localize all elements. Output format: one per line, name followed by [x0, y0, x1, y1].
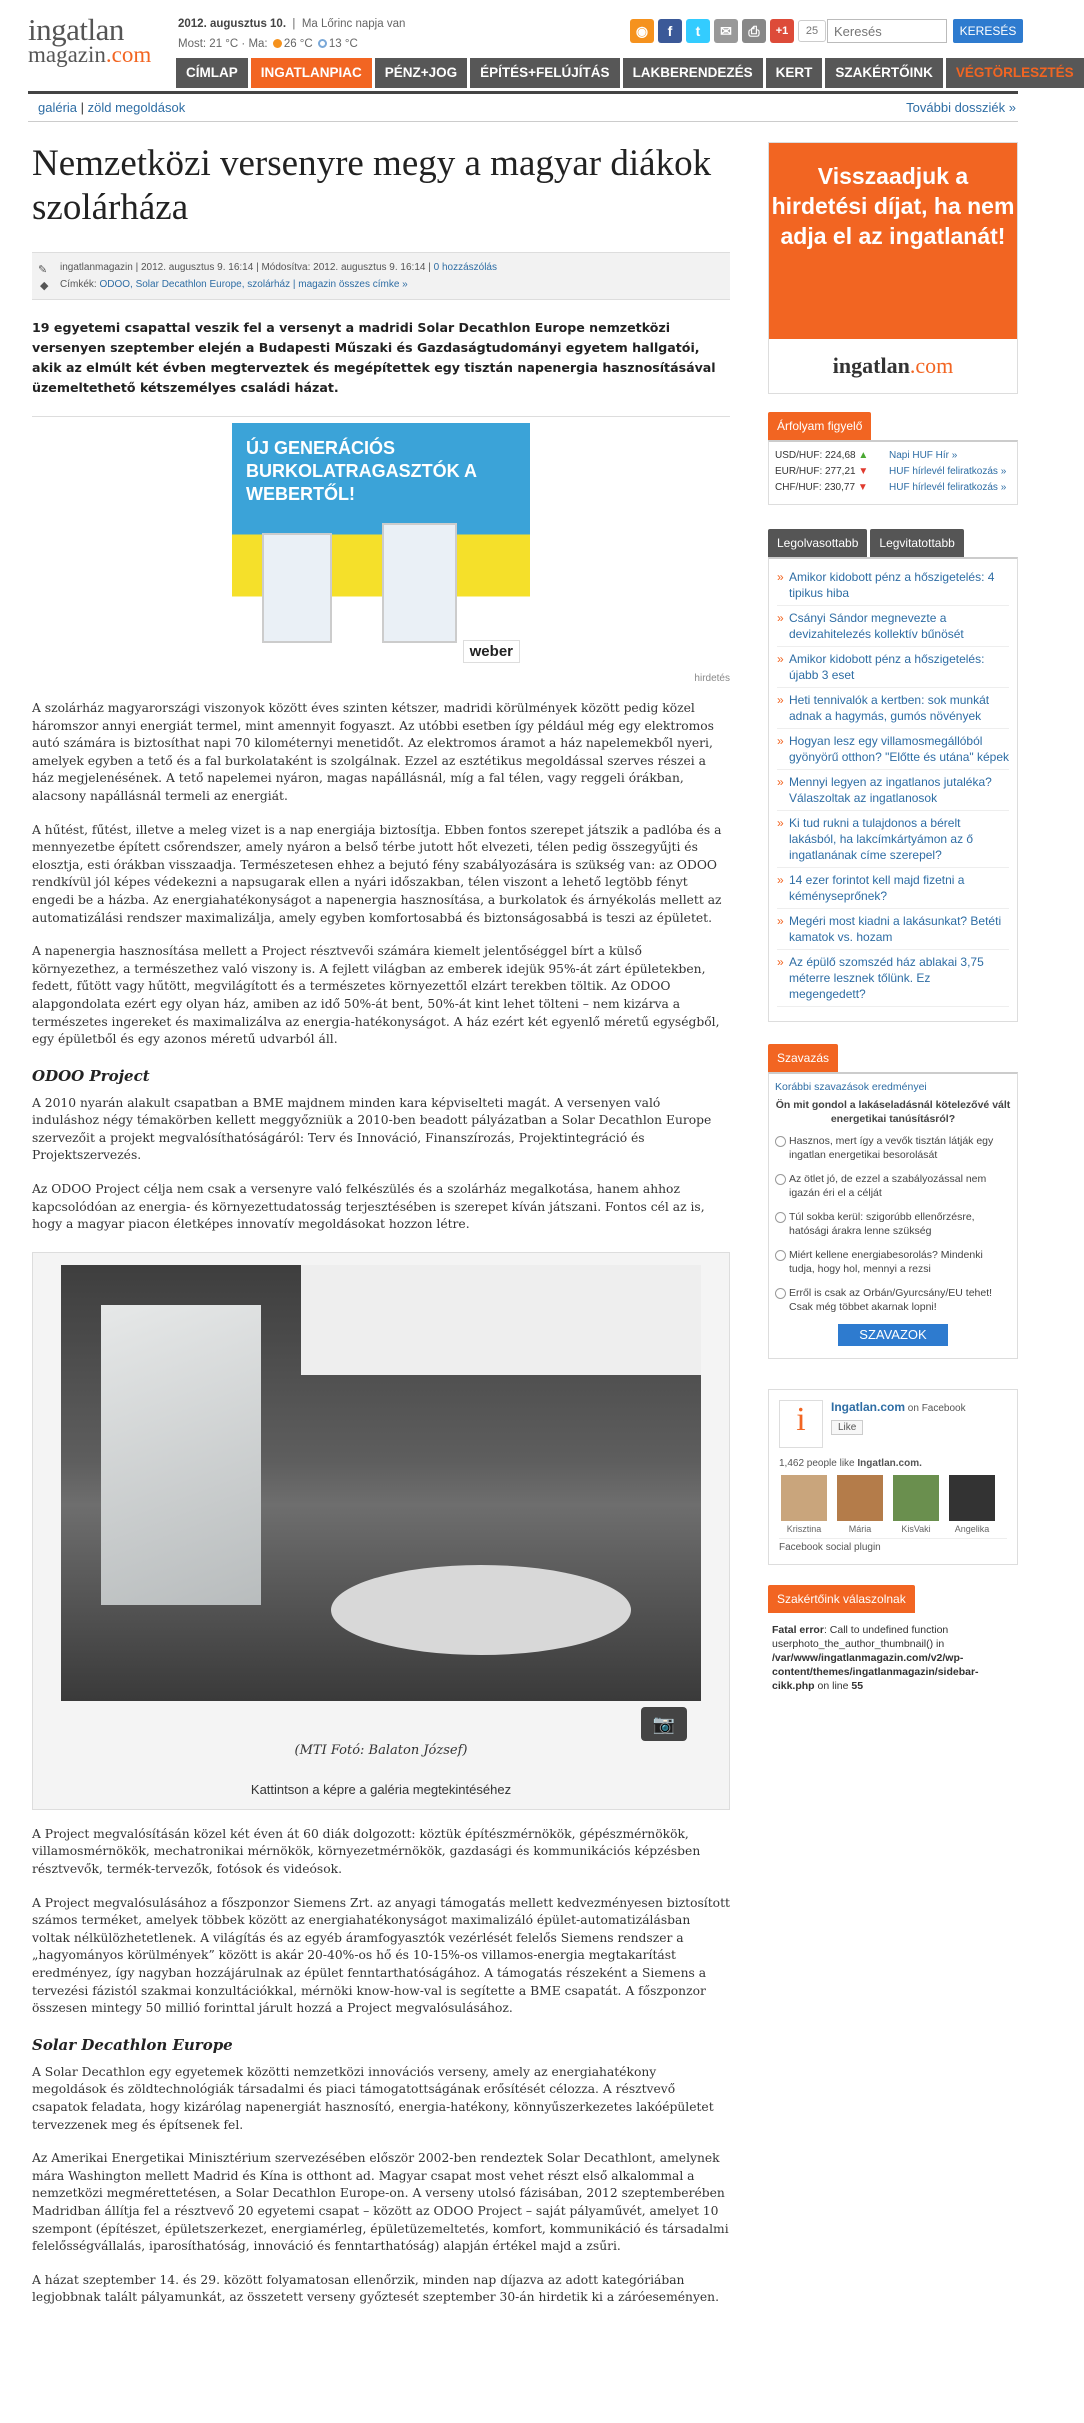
fb-page-link[interactable]: Ingatlan.com: [831, 1400, 906, 1414]
sun-icon: [273, 39, 282, 48]
nav-penz-jog[interactable]: PÉNZ+JOG: [375, 58, 467, 88]
ingatlan-com-ad[interactable]: Visszaadjuk a hirdetési díjat, ha nem adja el az ingatlanát! ingatlan.com: [768, 142, 1018, 394]
fb-plugin-label: Facebook social plugin: [779, 1538, 1007, 1553]
nav-cimlap[interactable]: CÍMLAP: [176, 58, 248, 88]
list-item[interactable]: » Hogyan lesz egy villamosmegállóból gyönyörű otthon? "Előtte és utána" képek: [777, 733, 1009, 770]
facebook-widget: i Ingatlan.com on Facebook Like 1,462 people like Ingatlan.com. Krisztina Mária KisVaki Angelika Facebook social plugin: [768, 1389, 1018, 1565]
facebook-icon[interactable]: f: [658, 19, 682, 43]
arrow-up-icon: ▲: [858, 450, 869, 461]
fb-fan[interactable]: KisVaki: [891, 1475, 941, 1534]
fx-widget: Árfolyam figyelő USD/HUF: 224,68 ▲ Napi HUF Hír » EUR/HUF: 277,21 ▼ HUF hírlevél feliratkozás » CHF/HUF: 230,77 ▼ HUF hírlevél feliratkozás »: [768, 412, 1018, 505]
search-button[interactable]: KERESÉS: [953, 19, 1023, 43]
list-item[interactable]: » Megéri most kiadni a lakásunkat? Betéti kamatok vs. hozam: [777, 913, 1009, 950]
experts-widget: [768, 1585, 1018, 1703]
product-image: [382, 523, 457, 643]
paragraph: Az ODOO Project célja nem csak a versenyre való felkészülés és a szolárház megalkotása, hanem ahhoz kapcsolódóan az energia- és környezettudatosság terjesztésében is szerepet kíván játszani. Fontos cél az is, hogy a magyar piacon életképes innovatív megoldásokat hozzon létre.: [32, 1182, 705, 1232]
rss-icon[interactable]: ◉: [630, 19, 654, 43]
article-meta: ✎ ◆ ingatlanmagazin | 2012. augusztus 9. 16:14 | Módosítva: 2012. augusztus 9. 16:14 | 0 hozzászólás Címkék: ODOO, Solar Decathlon Europe, szolárház | magazin összes címke »: [32, 252, 730, 300]
paragraph: A 2010 nyarán alakult csapatban a BME majdnem minden kara képviselteti magát. A versenyen való induláshoz négy témakörben kellett meggyőzniük a 2010-ben beadott pályázatban a Solar Decathlon Europe szervezőit a projekt megvalósíthatóságáról: Terv és Innováció, Finanszírozás, Projektintegráció és Projektszervezés.: [32, 1095, 712, 1163]
paragraph: A szolárház magyarországi viszonyok között éves szinten kétszer, madridi körülmények között pedig közel háromszor annyi energiát termel, mint amennyit fogyaszt. Az utóbbi esetben így például még egy elektromos autó számára is biztosíthat napi 70 kilométernyi menetidőt. Az elektromos áramot a ház napelemekből nyeri, amelyek egyben a tető és a fal burkolataként is szolgálnak. Ezzel az esztétikus megoldással szerves részei a ház megjelenésének. A tető napelemei nyáron, magas napállásnál, míg a fal télen, vagy reggeli órákban, alacsony napállásnál termeli az energiát.: [32, 701, 714, 803]
poll-option[interactable]: Túl sokba kerül: szigorúbb ellenőrzésre, hatósági árakra lenne szükség: [775, 1210, 1011, 1238]
fb-fan[interactable]: Angelika: [947, 1475, 997, 1534]
paragraph: A hűtést, fűtést, illetve a meleg vizet is a nap energiája biztosítja. Ebben fontos szerepet játszik a padlóba és a mennyezetbe épített csőrendszer, amely nyáron a belső térbe jutott hőt elvezeti, télen pedig összegyűjti és elosztja, esti órákban visszaadja. Természetesen ehhez a bejutó fény szabályozására is szükség van: az ODOO rendkívül jól képes védekezni a napsugarak ellen a nyári időszakban, télen viszont a lehető legtöbb fényt engedi be a házba. Az energiahatékonyságot a napenergia hasznosítása, a burkolatok és árnyékolás mellett az automatizálási rendszer maximalizálja, amely egyben komfortosabbá és biztonságosabbá is teszi az épületet.: [32, 822, 722, 925]
list-item[interactable]: » Mennyi legyen az ingatlanos jutaléka? Válaszoltak az ingatlanosok: [777, 774, 1009, 811]
weber-ad-banner[interactable]: ÚJ GENERÁCIÓS BURKOLATRAGASZTÓK A WEBERTŐL! weber: [232, 423, 530, 671]
poll-option[interactable]: Az ötlet jó, de ezzel a szabályozással nem igazán éri el a célját: [775, 1172, 1011, 1200]
nav-epites[interactable]: ÉPÍTÉS+FELÚJÍTÁS: [470, 58, 619, 88]
comments-link[interactable]: 0 hozzászólás: [433, 262, 497, 273]
photo-caption: Kattintson a képre a galéria megtekintéséhez: [250, 1781, 512, 1797]
print-icon[interactable]: ⎙: [742, 19, 766, 43]
arrow-down-icon: ▼: [857, 482, 868, 493]
poll-option[interactable]: Miért kellene energiabesorolás? Mindenki tudja, hogy hol, mennyi a rezsi: [775, 1248, 1011, 1276]
list-item[interactable]: » Ki tud rukni a tulajdonos a bérelt lakásból, ha lakcímkártyámon az ő ingatlanának címe szerepel?: [777, 815, 1009, 868]
divider: [32, 416, 730, 417]
divider: [28, 121, 1018, 122]
fb-fan[interactable]: Mária: [835, 1475, 885, 1534]
twitter-icon[interactable]: t: [686, 19, 710, 43]
share-count: 25: [798, 20, 826, 42]
nav-vegtorlesztes[interactable]: VÉGTÖRLESZTÉS: [946, 58, 1084, 88]
paragraph: A Project megvalósításán közel két éven át 60 diák dolgozott: köztük építészmérnökök, gépészmérnökök, villamosmérnökök, mechatronikai mérnökök, környezetmérnökök, gazdasági és kommunikációs képzésben résztvevők, termék-tervezők, fotósok és videósok.: [32, 1826, 701, 1877]
gallery-photo[interactable]: [61, 1265, 701, 1701]
social-icons: [630, 18, 826, 44]
paragraph: A Project megvalósulásához a főszponzor Siemens Zrt. az anyagi támogatás mellett kedvezményesen biztosított számos terméket, amelyek többek között az energiahatékonyságot maximalizáló épület-automatizálásban voltak nélkülözhetetlenek. A világítás és az egyéb áramfogyasztók vezérlését felelős Siemens rendszer a „hagyományos körülmények” között is akár 20-40%-os hő és 10-15%-os villamos-energia megtakarítást eredményez, így nagyban hozzájárulnak az épület fenntarthatóságához. A támogatás részeként a Siemens a tervezési fázistól szakmai konzultációkkal, mérnöki know-how-val is segítette a BME csapatát. A főszponzor összesen mintegy 50 millió forinttal járult hozzá a Project megvalósulásához.: [32, 1895, 730, 2016]
poll-question: Ön mit gondol a lakáseladásnál kötelezővé vált energetikai tanúsításról?: [775, 1099, 1011, 1125]
list-item[interactable]: » Csányi Sándor megnevezte a devizahitelezés kollektív bűnösét: [777, 610, 1009, 647]
tags-links[interactable]: ODOO, Solar Decathlon Europe, szolárház | magazin összes címke »: [99, 279, 408, 290]
email-icon[interactable]: ✉: [714, 19, 738, 43]
list-item[interactable]: » 14 ezer forintot kell majd fizetni a kéményseprőnek?: [777, 872, 1009, 909]
vote-button[interactable]: SZAVAZOK: [838, 1324, 948, 1346]
poll-option[interactable]: Erről is csak az Orbán/Gyurcsány/EU tehet! Csak még többet akarnak lopni!: [775, 1286, 1011, 1314]
fb-like-button[interactable]: Like: [831, 1420, 863, 1435]
paragraph: A házat szeptember 14. és 29. között folyamatosan ellenőrzik, minden nap díjazva az adott kategóriában legjobbnak talált pályamunkát, az összetett verseny győztesét szeptember 30-án hirdetik ki a záróeseményen.: [32, 2272, 719, 2305]
arrow-down-icon: ▼: [858, 466, 869, 477]
photo-credit: (MTI Fotó: Balaton József): [294, 1742, 468, 1758]
nav-kert[interactable]: KERT: [766, 58, 823, 88]
most-read-widget: [768, 529, 1018, 1022]
poll-widget: [768, 1044, 1018, 1359]
product-image: [262, 533, 332, 643]
fx-link[interactable]: HUF hírlevél feliratkozás »: [889, 482, 1007, 493]
list-item[interactable]: » Heti tennivalók a kertben: sok munkát adnak a hagymás, gumós növények: [777, 692, 1009, 729]
fx-link[interactable]: HUF hírlevél feliratkozás »: [889, 466, 1007, 477]
nav-ingatlanpiac[interactable]: INGATLANPIAC: [251, 58, 372, 88]
photo-gallery-box[interactable]: [32, 1252, 730, 1810]
paragraph: Az Amerikai Energetikai Minisztérium szervezésében először 2002-ben rendeztek Solar Decathlont, amelynek mára Washington mellett Madrid és Kína is otthont ad. Magyar csapat most vehet részt első alkalommal a nemzetközi megmérettetésen, a Solar Decathlon Europe-on. A verseny utolsó fázisában, 2012 szeptemberében Madridban állítja fel a résztvevő 20 egyetemi csapat – között az ODOO Project – saját pályaművét, amelyet 10 szempont (építészet, épületszerkezet, energiamérleg, épületüzemeltetés, komfort, kommunikáció és társadalmi felelősségvállalás, iparosíthatóság, innováció és fenntarthatóság) alapján értékel majd a zsűri.: [32, 2151, 729, 2254]
article: [32, 142, 730, 2307]
tag-icon: ◆: [40, 280, 49, 292]
search-input[interactable]: [827, 19, 947, 43]
date-weather: 2012. augusztus 10. | Ma Lőrinc napja van Most: 21 °C · Ma: 26 °C 13 °C: [178, 18, 406, 50]
paragraph: A napenergia hasznosítása mellett a Project résztvevői számára kiemelt jelentőséggel bírt a külső környezethez, a természethez való viszony is. A fejlett világban az emberek idejük 95%-át zárt épületekben, fedett, fűtött vagy hűtött, megvilágított és a természetes környezettől elzárt terekben töltik. Az ODOO alapgondolata ezért egy olyan ház, amiben az idő 50%-át bent, 50%-át kint lehet tölteni – nem kizárva a természetes ingereket és maximalizálva az energia-hatékonyságot. A ház ezért két egyenlő méretű egységből, egy épületből és egy azonos méretű udvarból áll.: [32, 944, 720, 1047]
ad-label: hirdetés: [694, 673, 730, 684]
article-lead: 19 egyetemi csapattal veszik fel a versenyt a madridi Solar Decathlon Europe nemzetközi versenyen szeptember elején a Budapesti Műszaki és Gazdaságtudományi egyetem hallgatói, akik az elmúlt két évben megterveztek és megépítettek egy tisztán napenergia hasznosításával üzemeltethető kétszemélyes családi házat.: [32, 320, 716, 395]
fb-fan[interactable]: Krisztina: [779, 1475, 829, 1534]
site-logo[interactable]: ingatlan magazin.com: [28, 12, 152, 67]
experts-title: Szakértőink válaszolnak: [768, 1585, 915, 1613]
poll-option[interactable]: Hasznos, mert így a vevők tisztán látják egy ingatlan energetikai besorolását: [775, 1134, 1011, 1162]
nav-szakertoink[interactable]: SZAKÉRTŐINK: [825, 58, 943, 88]
poll-title: Szavazás: [768, 1044, 838, 1072]
ingatlan-com-icon: i: [779, 1400, 823, 1448]
crumb-galeria[interactable]: galéria: [38, 100, 78, 115]
crumb-zold[interactable]: zöld megoldások: [87, 100, 186, 115]
nav-lakberendezes[interactable]: LAKBERENDEZÉS: [623, 58, 763, 88]
list-item[interactable]: » Amikor kidobott pénz a hőszigetelés: 4 tipikus hiba: [777, 569, 1009, 606]
google-plus-icon[interactable]: +1: [770, 19, 794, 43]
list-item[interactable]: » Az épülő szomszéd ház ablakai 3,75 méterre lesznek tőlünk. Ez megengedett?: [777, 954, 1009, 1007]
breadcrumb: galéria | zöld megoldások: [38, 100, 186, 115]
fx-title: Árfolyam figyelő: [768, 412, 871, 440]
weber-logo: weber: [463, 640, 520, 663]
ingatlan-com-logo: ingatlan.com: [769, 339, 1017, 393]
fx-link[interactable]: Napi HUF Hír »: [889, 450, 958, 461]
tab-most-read[interactable]: Legolvasottabb: [768, 529, 867, 557]
poll-previous-link[interactable]: Korábbi szavazások eredményei: [775, 1081, 927, 1093]
list-item[interactable]: » Amikor kidobott pénz a hőszigetelés: újabb 3 eset: [777, 651, 1009, 688]
author-icon: ✎: [38, 264, 48, 276]
sidebar: [768, 142, 1018, 1703]
article-title: Nemzetközi versenyre megy a magyar diákok szolárháza: [32, 143, 712, 228]
php-error: Fatal error: Call to undefined function userphoto_the_author_thumbnail() in /var/www/ingatlanmagazin.com/v2/wp-content/themes/ingatlanmagazin/sidebar-cikk.php on line 55: [772, 1624, 979, 1692]
moon-icon: [318, 39, 327, 48]
main-nav: [176, 58, 1084, 88]
more-dossiers-link[interactable]: További dossziék »: [906, 100, 1016, 115]
camera-icon[interactable]: 📷: [641, 1707, 687, 1741]
header: [0, 0, 1074, 95]
nav-underline: [28, 91, 1018, 94]
section-heading: ODOO Project: [32, 1066, 150, 1085]
section-heading: Solar Decathlon Europe: [32, 2035, 233, 2054]
tab-latest[interactable]: Legvitatottabb: [870, 529, 963, 557]
paragraph: A Solar Decathlon egy egyetemek közötti nemzetközi innovációs verseny, amely az energiahatékony megoldások és zöldtechnológiák társadalmi és piaci támogatottságának erősítését célozza. A résztvevő csapatok feladata, hogy kizárólag napenergiát hasznosító, energia-hatékony, könnyűszerkezetes lakóépületet tervezzenek meg és építsenek fel.: [32, 2064, 714, 2132]
